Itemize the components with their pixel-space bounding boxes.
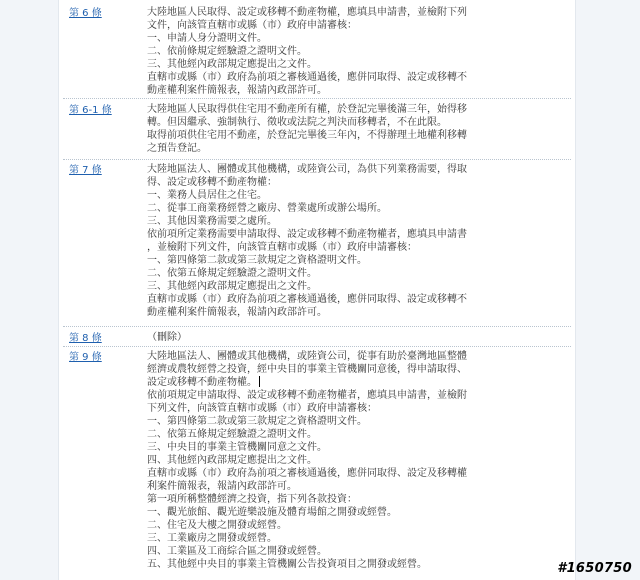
article-7-body xyxy=(147,163,567,319)
article-6-body xyxy=(147,6,567,97)
article-line: 轉。但因繼承、強制執行、徵收或法院之判決而移轉者，不在此限。 xyxy=(147,117,447,128)
article-line: 二、依前條規定經驗證之證明文件。 xyxy=(147,46,307,57)
article-line: 一、業務人員居住之住宅。 xyxy=(147,190,267,201)
article-line: 二、依第五條規定經驗證之證明文件。 xyxy=(147,268,317,279)
article-line: 五、其他經中央目的事業主管機關公告投資項目之開發或經營。 xyxy=(147,559,427,570)
article-line: 取得前項供住宅用不動產，於登記完畢後三年內，不得辦理土地權利移轉 xyxy=(147,130,467,141)
article-line: 二、住宅及大樓之開發或經營。 xyxy=(147,520,287,531)
article-9-body xyxy=(147,350,567,571)
article-line: 大陸地區法人、團體或其他機構，或陸資公司，為供下列業務需要，得取 xyxy=(147,164,467,175)
article-line: 四、工業區及工商綜合區之開發或經營。 xyxy=(147,546,327,557)
article-line: 經濟或農牧經營之投資，經中央目的事業主管機關同意後，得申請取得、 xyxy=(147,364,467,375)
article-line: 文件，向該管直轄市或縣（市）政府申請審核： xyxy=(147,20,357,31)
article-line: 之預告登記。 xyxy=(147,143,207,154)
watermark-id: #1650750 xyxy=(557,561,632,576)
article-line: 二、從事工商業務經營之廠房、營業處所或辦公場所。 xyxy=(147,203,387,214)
article-divider xyxy=(63,159,571,160)
article-line: 一、申請人身分證明文件。 xyxy=(147,33,267,44)
article-line: 三、其他經內政部規定應提出之文件。 xyxy=(147,281,317,292)
article-line: 大陸地區人民取得、設定或移轉不動產物權，應填具申請書，並檢附下列 xyxy=(147,7,467,18)
article-line: 大陸地區法人、團體或其他機構，或陸資公司，從事有助於臺灣地區整體 xyxy=(147,351,467,362)
article-6-1-link[interactable]: 第 6-1 條 xyxy=(69,105,112,116)
article-divider xyxy=(63,98,571,99)
article-line: 直轄市或縣（市）政府為前項之審核通過後，應併同取得、設定及移轉權 xyxy=(147,468,467,479)
article-line: 依前項規定申請取得、設定或移轉不動產物權者，應填具申請書，並檢附 xyxy=(147,390,467,401)
article-line: 下列文件，向該管直轄市或縣（市）政府申請審核： xyxy=(147,403,377,414)
article-divider xyxy=(63,326,571,327)
article-9-link[interactable]: 第 9 條 xyxy=(69,352,102,363)
article-line: 利案件簡報表，報請內政部許可。 xyxy=(147,481,297,492)
article-line: 四、其他經內政部規定應提出之文件。 xyxy=(147,455,317,466)
article-6-1-body xyxy=(147,103,567,155)
article-6-link[interactable]: 第 6 條 xyxy=(69,8,102,19)
article-line: 直轄市或縣（市）政府為前項之審核通過後，應併同取得、設定或移轉不 xyxy=(147,72,467,83)
article-line: 三、中央目的事業主管機關同意之文件。 xyxy=(147,442,327,453)
article-8-link[interactable]: 第 8 條 xyxy=(69,333,102,344)
article-7-link[interactable]: 第 7 條 xyxy=(69,165,102,176)
article-line: 三、其他因業務需要之處所。 xyxy=(147,216,277,227)
article-line: 直轄市或縣（市）政府為前項之審核通過後，應併同取得、設定或移轉不 xyxy=(147,294,467,305)
article-line: ，並檢附下列文件，向該管直轄市或縣（市）政府申請審核： xyxy=(147,242,417,253)
article-line: 一、觀光旅館、觀光遊樂設施及體育場館之開發或經營。 xyxy=(147,507,397,518)
article-line: 大陸地區人民取得供住宅用不動產所有權，於登記完畢後滿三年，始得移 xyxy=(147,104,467,115)
article-8-body xyxy=(147,331,567,344)
article-line: （刪除） xyxy=(147,332,187,343)
article-divider xyxy=(63,346,571,347)
article-line: 一、第四條第二款或第三款規定之資格證明文件。 xyxy=(147,416,367,427)
article-line-with-cursor: 設定或移轉不動產物權。 xyxy=(147,376,567,389)
article-line: 動產權利案件簡報表，報請內政部許可。 xyxy=(147,307,327,318)
article-line: 第一項所稱整體經濟之投資，指下列各款投資： xyxy=(147,494,357,505)
article-line: 三、工業廠房之開發或經營。 xyxy=(147,533,277,544)
regulation-page xyxy=(58,0,576,580)
article-line: 依前項所定業務需要申請取得、設定或移轉不動產物權者，應填具申請書 xyxy=(147,229,467,240)
article-line: 二、依第五條規定經驗證之證明文件。 xyxy=(147,429,317,440)
article-line: 一、第四條第二款或第三款規定之資格證明文件。 xyxy=(147,255,367,266)
article-line: 動產權利案件簡報表，報請內政部許可。 xyxy=(147,85,327,96)
article-line: 得、設定或移轉不動產物權： xyxy=(147,177,277,188)
article-line: 三、其他經內政部規定應提出之文件。 xyxy=(147,59,317,70)
